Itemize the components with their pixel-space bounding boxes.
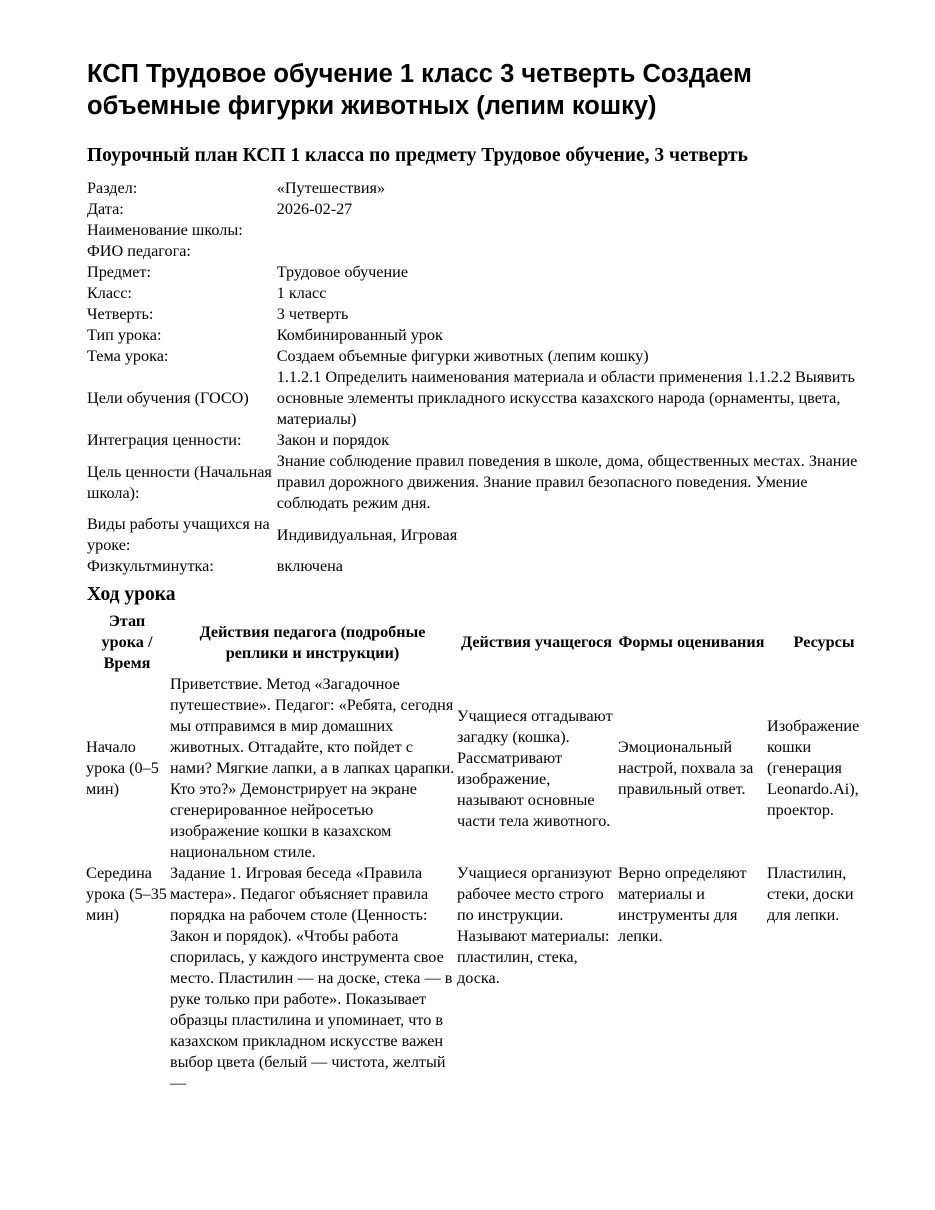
info-value	[275, 241, 880, 262]
table-header-row	[85, 611, 882, 674]
info-label: Цели обучения (ГОСО)	[87, 389, 249, 407]
info-label: Дата:	[87, 200, 124, 218]
info-row	[85, 178, 880, 199]
plan-subtitle: Поурочный план КСП 1 класса по предмету Трудовое обучение, 3 четверть	[87, 145, 748, 166]
assessment-cell: Верно определяют материалы и инструменты для лепки.	[618, 864, 747, 945]
lesson-progress-table	[85, 611, 882, 1094]
info-value: Знание соблюдение правил поведения в школе, дома, общественных местах. Знание правил дорожного движения. Знание правил безопасного поведения. Умение соблюдать режим дня.	[276, 452, 858, 512]
info-value: Создаем объемные фигурки животных (лепим кошку)	[276, 347, 649, 365]
teacher-actions-cell: Задание 1. Игровая беседа «Правила мастера». Педагог объясняет правила порядка на рабочем столе (Ценность: Закон и порядок). «Чтобы работа спорилась, у каждого инструмента свое место. Пластилин — на доске, стека — в руке только при работе». Показывает образцы пластилина и упоминает, что в казахском прикладном искусстве важен выбор цвета (белый — чистота, желтый —	[170, 864, 453, 1092]
info-row	[85, 451, 880, 514]
table-row	[85, 863, 882, 1094]
resources-cell: Пластилин, стеки, доски для лепки.	[767, 864, 854, 924]
info-label: ФИО педагога:	[87, 242, 191, 260]
info-row	[85, 283, 880, 304]
info-value: 2026-02-27	[276, 200, 353, 218]
info-label: Наименование школы:	[87, 221, 243, 239]
info-label: Физкультминутка:	[87, 557, 214, 575]
teacher-actions-cell: Приветствие. Метод «Загадочное путешествие». Педагог: «Ребята, сегодня мы отправимся в мир домашних животных. Отгадайте, кто пойдет с нами? Мягкие лапки, а в лапках царапки. Кто это?» Демонстрирует на экране сгенерированное нейросетью изображение кошки в казахском национальном стиле.	[170, 675, 455, 861]
info-row	[85, 325, 880, 346]
info-row	[85, 346, 880, 367]
info-value: Закон и порядок	[276, 431, 390, 449]
column-header-stage: Этап урока / Время	[101, 612, 153, 672]
info-label: Тип урока:	[87, 326, 162, 344]
student-actions-cell: Учащиеся организуют рабочее место строго по инструкции. Называют материалы: пластилин, стека, доска.	[457, 864, 612, 987]
info-value: Индивидуальная, Игровая	[276, 525, 458, 544]
document-body	[87, 58, 880, 1094]
stage-cell: Середина урока (5–35 мин)	[86, 864, 167, 924]
assessment-cell: Эмоциональный настрой, похвала за правильный ответ.	[618, 738, 754, 798]
info-label: Класс:	[87, 284, 132, 302]
info-value: Комбинированный урок	[276, 326, 443, 344]
column-header-assessment: Формы оценивания	[618, 633, 765, 651]
info-value: 1.1.2.1 Определить наименования материала и области применения 1.1.2.2 Выявить основные элементы прикладного искусства казахского народа (орнаменты, цвета, материалы)	[276, 368, 855, 428]
info-row	[85, 220, 880, 241]
column-header-student: Действия учащегося	[460, 633, 612, 651]
info-row	[85, 199, 880, 220]
resources-cell: Изображение кошки (генерация Leonardo.Ai), проектор.	[767, 717, 860, 819]
info-row	[85, 241, 880, 262]
info-value: «Путешествия»	[276, 179, 386, 197]
info-label: Раздел:	[87, 179, 138, 197]
info-value: 1 класс	[276, 284, 327, 302]
info-label: Четверть:	[87, 305, 154, 323]
info-row	[85, 556, 880, 577]
info-value: Трудовое обучение	[276, 263, 409, 281]
info-row	[85, 304, 880, 325]
document-title: КСП Трудовое обучение 1 класс 3 четверть Создаем объемные фигурки животных (лепим кошку)	[87, 60, 752, 120]
info-label: Цель ценности (Начальная школа):	[87, 462, 272, 502]
info-value: включена	[276, 557, 343, 575]
table-row	[85, 674, 882, 863]
info-label: Предмет:	[87, 263, 151, 281]
info-label: Интеграция ценности:	[87, 431, 242, 449]
lesson-progress-heading: Ход урока	[87, 584, 176, 605]
info-row	[85, 430, 880, 451]
info-row	[85, 262, 880, 283]
stage-cell: Начало урока (0–5 мин)	[86, 738, 159, 798]
column-header-teacher: Действия педагога (подробные реплики и инструкции)	[199, 622, 426, 662]
info-value	[275, 220, 880, 241]
info-label: Тема урока:	[87, 347, 169, 365]
info-row	[85, 367, 880, 430]
info-row	[85, 514, 880, 556]
lesson-info-table	[85, 178, 880, 577]
info-label: Виды работы учащихся на уроке:	[87, 515, 270, 554]
info-value: 3 четверть	[276, 305, 349, 323]
column-header-resources: Ресурсы	[793, 633, 855, 651]
student-actions-cell: Учащиеся отгадывают загадку (кошка). Рассматривают изображение, называют основные части тела животного.	[457, 706, 613, 830]
